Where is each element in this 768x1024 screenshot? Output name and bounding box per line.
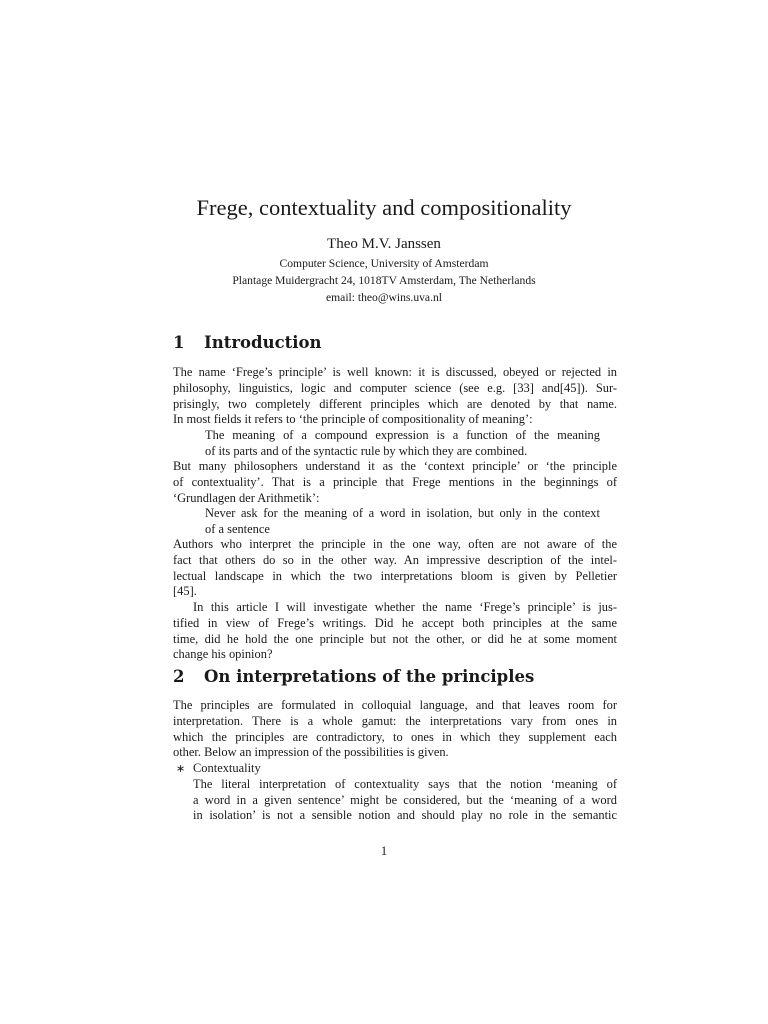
text-line: The principles are formulated in colloquial language, and that leaves room for [173, 698, 617, 712]
text-line: other. Below an impression of the possibilities is given. [173, 745, 449, 760]
text-line: of a sentence [205, 521, 270, 536]
section-heading-introduction [173, 333, 322, 352]
text-line: The literal interpretation of contextuality says that the notion ‘meaning of [193, 776, 617, 791]
paper-title: Frege, contextuality and compositionality [196, 195, 572, 220]
text-line: of its parts and of the syntactic rule by which they are combined. [205, 443, 528, 458]
section-number: 2 [173, 667, 185, 686]
bullet-contextuality [193, 761, 617, 824]
text-line: But many philosophers understand it as the ‘context principle’ or ‘the principle [173, 459, 617, 473]
page-number: 1 [380, 844, 388, 858]
text-line: The name ‘Frege’s principle’ is well known: it is discussed, obeyed or rejected in [173, 365, 617, 379]
text-line: [45]. [173, 584, 197, 599]
text-line: of contextuality’. That is a principle that Frege mentions in the beginnings of [173, 474, 617, 489]
text-line: fact that others do so in the other way. An impressive description of the intel- [173, 552, 617, 567]
text-line: which the principles are contradictory, to ones in which they supplement each [173, 729, 617, 744]
section-heading-interpretations [173, 667, 534, 686]
text-line: in isolation’ is not a sensible notion and should play no role in the semantic [193, 808, 617, 823]
text-line: interpretation. There is a whole gamut: the interpretations vary from ones in [173, 713, 617, 728]
section-title: Introduction [204, 333, 322, 352]
bullet-title: Contextuality [193, 761, 261, 775]
intro-paragraph-3 [173, 537, 617, 600]
text-line: tified in view of Frege’s writings. Did he accept both principles at the same [173, 615, 617, 630]
intro-paragraph-1 [173, 365, 617, 428]
text-line: Authors who interpret the principle in the one way, often are not aware of the [173, 537, 617, 551]
section-title: On interpretations of the principles [204, 667, 535, 686]
bullet-star-icon: ∗ [176, 762, 186, 775]
section-number: 1 [173, 333, 185, 352]
text-line: In most fields it refers to ‘the principle of compositionality of meaning’: [173, 412, 533, 427]
text-line: In this article I will investigate whether the name ‘Frege’s principle’ is jus- [193, 600, 617, 614]
intro-paragraph-4 [173, 600, 617, 663]
affiliation-address: Plantage Muidergracht 24, 1018TV Amsterdam, The Netherlands [232, 274, 536, 287]
text-line: change his opinion? [173, 647, 273, 662]
intro-paragraph-2 [173, 459, 617, 506]
text-line: a word in a given sentence’ might be considered, but the ‘meaning of a word [193, 792, 617, 807]
section2-paragraph-1 [173, 698, 617, 761]
text-line: Never ask for the meaning of a word in isolation, but only in the context [205, 506, 600, 520]
text-line: time, did he hold the one principle but not the other, or did he at some moment [173, 631, 617, 646]
affiliation-email: email: theo@wins.uva.nl [326, 291, 442, 304]
text-line: philosophy, linguistics, logic and computer science (see e.g. [33] and[45]). Sur- [173, 380, 617, 395]
quote-contextuality [205, 506, 600, 538]
text-line: The meaning of a compound expression is a function of the meaning [205, 428, 600, 442]
author-name: Theo M.V. Janssen [327, 236, 441, 252]
quote-compositionality [205, 428, 600, 460]
affiliation-dept: Computer Science, University of Amsterdam [279, 257, 489, 270]
text-line: ‘Grundlagen der Arithmetik’: [173, 490, 320, 505]
text-line: lectual landscape in which the two interpretations bloom is given by Pelletier [173, 568, 617, 583]
text-line: prisingly, two completely different principles which are denoted by that name. [173, 396, 617, 411]
